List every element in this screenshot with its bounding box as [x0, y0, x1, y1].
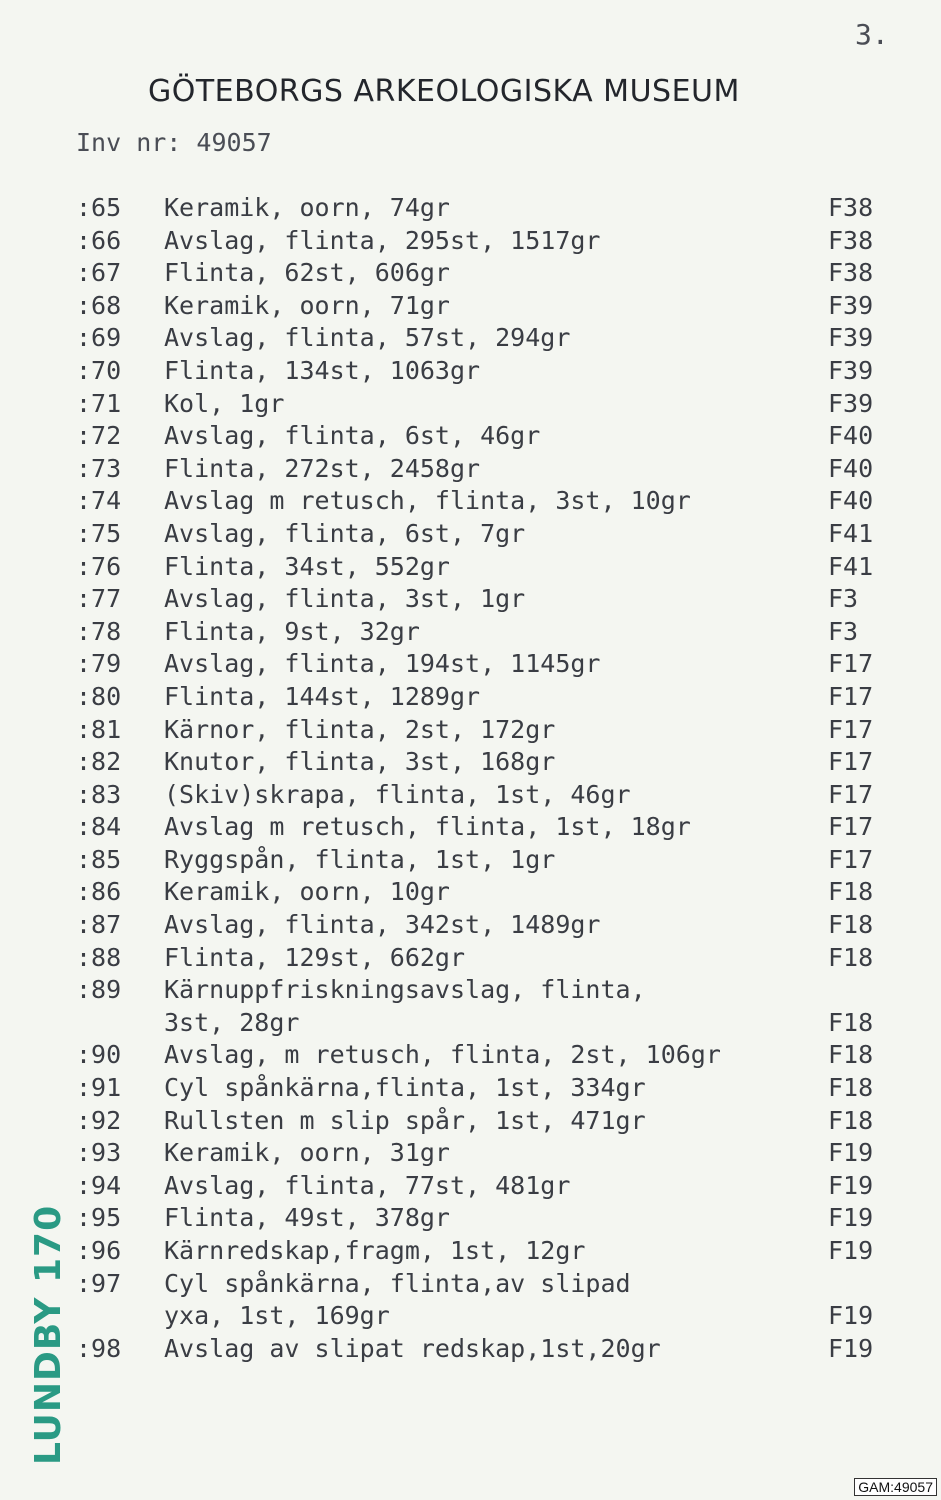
item-description: Avslag, flinta, 77st, 481gr — [164, 1170, 571, 1200]
item-description: Keramik, oorn, 74gr — [164, 193, 450, 222]
item-number: :97 — [76, 1268, 122, 1298]
item-number: :85 — [76, 844, 122, 874]
item-number: :90 — [76, 1040, 122, 1070]
item-description: Flinta, 49st, 378gr — [164, 1203, 450, 1233]
inventory-list — [76, 192, 896, 1365]
item-description: Flinta, 134st, 1063gr — [164, 355, 481, 385]
item-location-code: F41 — [828, 518, 874, 548]
item-description: Avslag, flinta, 6st, 46gr — [164, 421, 541, 451]
item-description: Cyl spånkärna, flinta,av slipad — [164, 1268, 631, 1298]
item-number: :87 — [76, 910, 122, 940]
item-description: Kol, 1gr — [164, 388, 285, 418]
item-description: Flinta, 272st, 2458gr — [164, 453, 481, 483]
list-item — [76, 876, 896, 909]
item-number: :73 — [76, 453, 122, 483]
item-number: :83 — [76, 779, 122, 809]
list-item — [76, 551, 896, 584]
item-location-code: F18 — [828, 942, 874, 972]
list-item — [76, 388, 896, 421]
list-item — [76, 844, 896, 877]
item-description: Avslag m retusch, flinta, 1st, 18gr — [164, 812, 691, 842]
item-description: Flinta, 34st, 552gr — [164, 551, 450, 581]
list-item — [76, 1333, 896, 1366]
item-location-code: F18 — [828, 877, 874, 907]
item-description: Kärnor, flinta, 2st, 172gr — [164, 714, 556, 744]
item-location-code: F40 — [828, 453, 874, 483]
item-description: Avslag, m retusch, flinta, 2st, 106gr — [164, 1040, 721, 1070]
item-description: Rullsten m slip spår, 1st, 471gr — [164, 1105, 646, 1135]
list-item — [76, 257, 896, 290]
list-item — [76, 974, 896, 1039]
item-number: :69 — [76, 323, 122, 353]
item-description: Kärnuppfriskningsavslag, flinta, — [164, 975, 646, 1005]
item-number: :72 — [76, 421, 122, 451]
list-item — [76, 681, 896, 714]
item-description: Knutor, flinta, 3st, 168gr — [164, 747, 556, 777]
item-number: :78 — [76, 616, 122, 646]
list-item — [76, 616, 896, 649]
list-item — [76, 225, 896, 258]
item-location-code: F18 — [828, 1040, 874, 1070]
item-location-code: F40 — [828, 421, 874, 451]
item-location-code: F17 — [828, 747, 874, 777]
item-description: Avslag av slipat redskap,1st,20gr — [164, 1333, 661, 1363]
catalog-id: GAM:49057 — [854, 1478, 937, 1496]
item-number: :70 — [76, 355, 122, 385]
item-number: :98 — [76, 1333, 122, 1363]
item-description: Flinta, 9st, 32gr — [164, 616, 420, 646]
item-location-code: F19 — [828, 1236, 874, 1265]
item-description: Flinta, 144st, 1289gr — [164, 681, 481, 711]
list-item — [76, 746, 896, 779]
item-location-code: F17 — [828, 714, 874, 744]
item-number: :67 — [76, 258, 122, 288]
item-number: :88 — [76, 942, 122, 972]
item-description: Flinta, 129st, 662gr — [164, 942, 466, 972]
museum-header: GÖTEBORGS ARKEOLOGISKA MUSEUM — [148, 74, 740, 109]
item-location-code: F39 — [828, 388, 874, 418]
item-location-code: F39 — [828, 323, 874, 353]
item-number: :77 — [76, 584, 122, 614]
item-location-code: F18 — [828, 1105, 874, 1135]
list-item — [76, 1072, 896, 1105]
item-number: :93 — [76, 1138, 122, 1168]
item-location-code: F17 — [828, 779, 874, 809]
item-number: :81 — [76, 714, 122, 744]
list-item — [76, 322, 896, 355]
item-location-code: F19 — [828, 1333, 874, 1363]
item-number: :76 — [76, 551, 122, 581]
list-item — [76, 1202, 896, 1235]
item-number: :91 — [76, 1073, 122, 1103]
list-item — [76, 355, 896, 388]
list-item — [76, 648, 896, 681]
item-location-code: F17 — [828, 844, 874, 874]
list-item — [76, 290, 896, 323]
item-number: :96 — [76, 1236, 122, 1265]
list-item — [76, 811, 896, 844]
item-number: :71 — [76, 388, 122, 418]
item-location-code: F18 — [828, 1073, 874, 1103]
list-item — [76, 583, 896, 616]
list-item — [76, 485, 896, 518]
item-location-code: F38 — [828, 258, 874, 288]
item-location-code: F17 — [828, 649, 874, 679]
item-location-code: F3 — [828, 584, 859, 614]
item-number: :94 — [76, 1170, 122, 1200]
list-item — [76, 1105, 896, 1138]
item-description: Avslag, flinta, 57st, 294gr — [164, 323, 571, 353]
list-item — [76, 1170, 896, 1203]
item-location-code: F17 — [828, 681, 874, 711]
item-description: Flinta, 62st, 606gr — [164, 258, 450, 288]
item-description: Avslag m retusch, flinta, 3st, 10gr — [164, 486, 691, 516]
item-description: Keramik, oorn, 71gr — [164, 290, 450, 320]
item-location-code: F39 — [828, 290, 874, 320]
item-number: :95 — [76, 1203, 122, 1233]
item-location-code: F17 — [828, 812, 874, 842]
item-location-code: F3 — [828, 616, 859, 646]
item-number: :75 — [76, 518, 122, 548]
page-number: 3. — [855, 18, 889, 51]
list-item — [76, 518, 896, 551]
item-number: :92 — [76, 1105, 122, 1135]
list-item — [76, 779, 896, 812]
item-location-code: F40 — [828, 486, 874, 516]
list-item — [76, 714, 896, 747]
item-number: :89 — [76, 975, 122, 1005]
item-description: Cyl spånkärna,flinta, 1st, 334gr — [164, 1073, 646, 1103]
item-location-code: F39 — [828, 355, 874, 385]
list-item — [76, 909, 896, 942]
item-location-code: F38 — [828, 193, 874, 222]
item-description: Avslag, flinta, 342st, 1489gr — [164, 910, 601, 940]
item-description: Avslag, flinta, 295st, 1517gr — [164, 225, 601, 255]
item-description: (Skiv)skrapa, flinta, 1st, 46gr — [164, 779, 631, 809]
site-stamp: LUNDBY 170 — [28, 1204, 69, 1465]
item-number: :66 — [76, 225, 122, 255]
item-description: Avslag, flinta, 6st, 7gr — [164, 518, 526, 548]
item-number: :65 — [76, 193, 122, 222]
item-description-continued: 3st, 28gr — [164, 1007, 300, 1037]
item-location-code: F19 — [828, 1170, 874, 1200]
list-item — [76, 453, 896, 486]
list-item — [76, 1137, 896, 1170]
list-item — [76, 1268, 896, 1333]
list-item — [76, 1235, 896, 1268]
item-location-code: F19 — [828, 1301, 874, 1331]
item-number: :74 — [76, 486, 122, 516]
item-number: :82 — [76, 747, 122, 777]
item-description: Avslag, flinta, 194st, 1145gr — [164, 649, 601, 679]
item-location-code: F38 — [828, 225, 874, 255]
list-item — [76, 942, 896, 975]
item-number: :68 — [76, 290, 122, 320]
item-location-code: F18 — [828, 910, 874, 940]
item-description: Ryggspån, flinta, 1st, 1gr — [164, 844, 556, 874]
item-description: Keramik, oorn, 10gr — [164, 877, 450, 907]
item-description: Avslag, flinta, 3st, 1gr — [164, 584, 526, 614]
item-number: :86 — [76, 877, 122, 907]
item-number: :79 — [76, 649, 122, 679]
item-description: Keramik, oorn, 31gr — [164, 1138, 450, 1168]
item-description-continued: yxa, 1st, 169gr — [164, 1301, 390, 1331]
list-item — [76, 420, 896, 453]
item-number: :80 — [76, 681, 122, 711]
item-number: :84 — [76, 812, 122, 842]
list-item — [76, 1039, 896, 1072]
item-location-code: F41 — [828, 551, 874, 581]
item-location-code: F19 — [828, 1203, 874, 1233]
inventory-number: Inv nr: 49057 — [76, 128, 272, 157]
item-location-code: F19 — [828, 1138, 874, 1168]
item-location-code: F18 — [828, 1007, 874, 1037]
item-description: Kärnredskap,fragm, 1st, 12gr — [164, 1236, 586, 1265]
list-item — [76, 192, 896, 225]
